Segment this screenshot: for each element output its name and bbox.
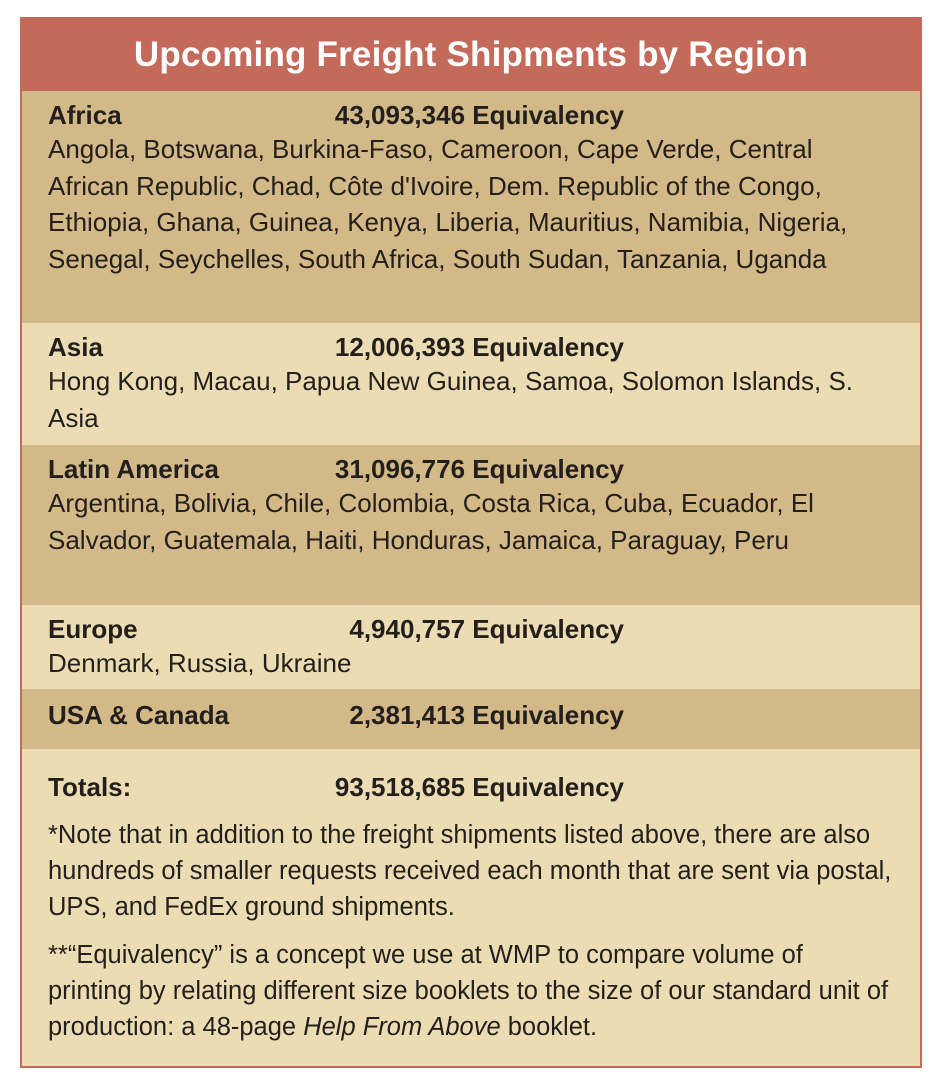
region-countries: Hong Kong, Macau, Papua New Guinea, Samoa, Solomon Islands, S. Asia (48, 366, 854, 433)
region-name: USA & Canada (48, 700, 230, 730)
region-countries: Argentina, Bolivia, Chile, Colombia, Costa Rica, Cuba, Ecuador, El Salvador, Guatemala, Haiti, Honduras, Jamaica, Paraguay, Peru (48, 488, 814, 555)
totals-row (22, 749, 920, 815)
equivalency-note (22, 937, 920, 1045)
region-name: Asia (48, 332, 103, 362)
totals-label: Totals: (48, 772, 132, 802)
region-amount: 31,096,776 Equivalency (334, 454, 624, 484)
region-amount: 2,381,413 Equivalency (349, 700, 624, 730)
region-name: Africa (48, 100, 122, 130)
card-title: Upcoming Freight Shipments by Region (22, 19, 920, 91)
equivalency-note-end: booklet. (500, 1013, 598, 1041)
region-amount: 43,093,346 Equivalency (334, 100, 624, 130)
region-amount: 4,940,757 Equivalency (349, 614, 624, 644)
totals-amount: 93,518,685 Equivalency (334, 772, 624, 802)
region-countries: Angola, Botswana, Burkina-Faso, Cameroon, Cape Verde, Central African Republic, Chad, Côte d'Ivoire, Dem. Republic of the Congo, Ethiopia, Ghana, Guinea, Kenya, Liberia, Mauritius, Namibia, Nigeria, Senegal, Seychelles, South Africa, South Sudan, Tanzania, Uganda (48, 134, 848, 274)
region-name: Europe (48, 614, 138, 644)
freight-note: *Note that in addition to the freight shipments listed above, there are also hundreds of smaller requests received each month that are sent via postal, UPS, and FedEx ground shipments. (48, 821, 892, 921)
region-name: Latin America (48, 454, 219, 484)
equivalency-note-text: **“Equivalency” is a concept we use at WMP to compare volume of printing by relating different size booklets to the size of our standard unit of production: a 48-page (48, 941, 889, 1041)
freight-shipments-card (20, 17, 922, 1068)
booklet-title: Help From Above (303, 1013, 501, 1041)
region-row-africa (22, 91, 920, 323)
region-amount: 12,006,393 Equivalency (334, 332, 624, 362)
region-row-latin-america (22, 445, 920, 605)
region-row-asia (22, 323, 920, 445)
region-row-europe (22, 605, 920, 689)
region-row-usa-canada (22, 689, 920, 749)
region-countries: Denmark, Russia, Ukraine (48, 648, 352, 678)
